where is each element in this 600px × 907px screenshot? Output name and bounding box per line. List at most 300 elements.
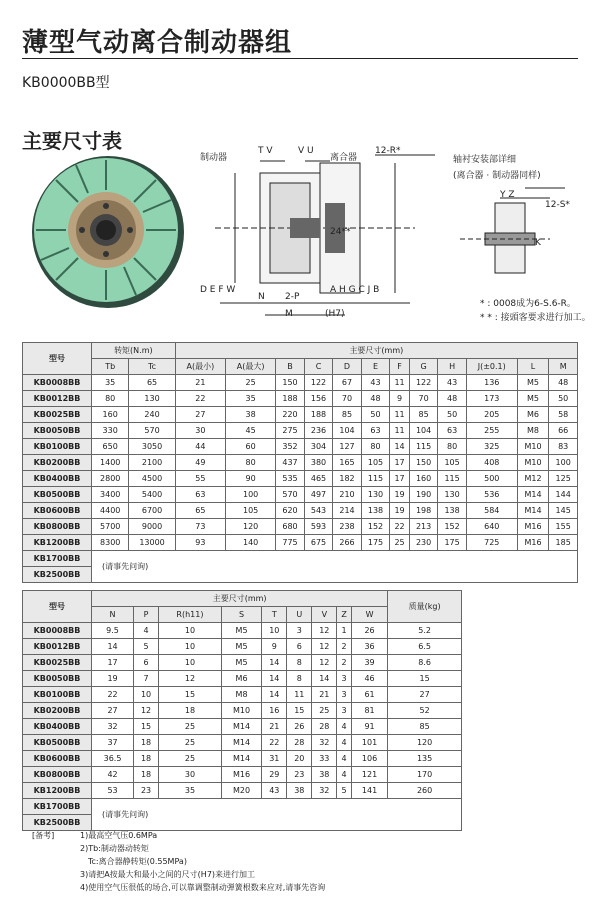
h7-label: (H7) <box>325 309 345 319</box>
value-cell: 38 <box>225 407 275 423</box>
value-cell: 80 <box>92 391 129 407</box>
remark-item: 2)Tb:制动器动转矩 <box>80 844 149 853</box>
value-cell: 3 <box>337 687 352 703</box>
value-cell: 14 <box>312 671 337 687</box>
value-cell: 570 <box>129 423 175 439</box>
value-cell: 140 <box>225 535 275 551</box>
value-cell: 1 <box>337 623 352 639</box>
value-cell: 80 <box>225 455 275 471</box>
value-cell: 43 <box>262 783 287 799</box>
table-row <box>23 407 578 423</box>
model-header: 型号 <box>23 343 92 375</box>
model-cell: KB0600BB <box>23 751 92 767</box>
value-cell: 122 <box>409 375 438 391</box>
value-cell: 104 <box>333 423 362 439</box>
value-cell: M14 <box>517 487 549 503</box>
column-header: E <box>361 359 390 375</box>
column-header: S <box>221 607 261 623</box>
value-cell: 115 <box>409 439 438 455</box>
inset-subtitle: (离合器 · 制动器同样) <box>453 171 541 181</box>
cross-section-drawing <box>195 143 440 323</box>
value-cell: 17 <box>390 455 410 471</box>
value-cell: 144 <box>549 487 578 503</box>
value-cell: 7 <box>134 671 159 687</box>
table-row <box>23 751 462 767</box>
model-cell: KB0800BB <box>23 767 92 783</box>
value-cell: 10 <box>159 639 222 655</box>
value-cell: 6 <box>287 639 312 655</box>
table-row <box>23 719 462 735</box>
section-title: 主要尺寸表 <box>22 129 122 153</box>
model-cell: KB1200BB <box>23 783 92 799</box>
top-letters-tv: T V <box>258 146 273 156</box>
value-cell: 122 <box>304 375 333 391</box>
dims-header: 主要尺寸(mm) <box>92 591 388 607</box>
value-cell: 22 <box>390 519 410 535</box>
value-cell: 15 <box>159 687 222 703</box>
value-cell: 27 <box>388 687 462 703</box>
value-cell: 141 <box>351 783 387 799</box>
value-cell: M20 <box>221 783 261 799</box>
value-cell: 46 <box>351 671 387 687</box>
table-row <box>23 671 462 687</box>
value-cell: 680 <box>276 519 305 535</box>
table-row <box>23 687 462 703</box>
value-cell: 5400 <box>129 487 175 503</box>
value-cell: 28 <box>287 735 312 751</box>
m-label: M <box>285 309 293 319</box>
column-header: B <box>276 359 305 375</box>
value-cell: 125 <box>549 471 578 487</box>
value-cell: 19 <box>92 671 134 687</box>
value-cell: 26 <box>351 623 387 639</box>
value-cell: 220 <box>276 407 305 423</box>
value-cell: 63 <box>438 423 467 439</box>
model-cell: KB0012BB <box>23 391 92 407</box>
model-cell: KB0050BB <box>23 423 92 439</box>
title-rule <box>22 58 578 59</box>
value-cell: 25 <box>390 535 410 551</box>
value-cell: 65 <box>175 503 225 519</box>
value-cell: 175 <box>438 535 467 551</box>
value-cell: M10 <box>221 703 261 719</box>
value-cell: 25 <box>312 703 337 719</box>
value-cell: M16 <box>221 767 261 783</box>
value-cell: 266 <box>333 535 362 551</box>
value-cell: 43 <box>438 375 467 391</box>
value-cell: 8 <box>287 671 312 687</box>
value-cell: 18 <box>134 767 159 783</box>
model-cell: KB0500BB <box>23 487 92 503</box>
model-cell: KB0025BB <box>23 407 92 423</box>
value-cell: 83 <box>549 439 578 455</box>
value-cell: 205 <box>466 407 517 423</box>
value-cell: 330 <box>92 423 129 439</box>
value-cell: 465 <box>304 471 333 487</box>
value-cell: 21 <box>312 687 337 703</box>
value-cell: 61 <box>351 687 387 703</box>
value-cell: 650 <box>92 439 129 455</box>
value-cell: 584 <box>466 503 517 519</box>
page-title: 薄型气动离合制动器组 <box>22 28 293 58</box>
value-cell: 255 <box>466 423 517 439</box>
value-cell: 85 <box>409 407 438 423</box>
value-cell: 58 <box>549 407 578 423</box>
column-header: T <box>262 607 287 623</box>
value-cell: 497 <box>304 487 333 503</box>
value-cell: 45 <box>225 423 275 439</box>
column-header: C <box>304 359 333 375</box>
value-cell: 10 <box>134 687 159 703</box>
value-cell: 150 <box>276 375 305 391</box>
value-cell: 500 <box>466 471 517 487</box>
table-row <box>23 735 462 751</box>
value-cell: 49 <box>175 455 225 471</box>
value-cell: 65 <box>129 375 175 391</box>
value-cell: 12 <box>312 655 337 671</box>
value-cell: M8 <box>221 687 261 703</box>
value-cell: 18 <box>134 751 159 767</box>
inquiry-note: (请事先问询) <box>92 799 462 831</box>
value-cell: 135 <box>388 751 462 767</box>
value-cell: 170 <box>388 767 462 783</box>
inset-letters-yz: Y Z <box>500 190 515 200</box>
table-row <box>23 519 578 535</box>
value-cell: 14 <box>262 655 287 671</box>
value-cell: 570 <box>276 487 305 503</box>
model-header: 型号 <box>23 591 92 623</box>
value-cell: 120 <box>225 519 275 535</box>
value-cell: 275 <box>276 423 305 439</box>
value-cell: 3050 <box>129 439 175 455</box>
value-cell: 190 <box>409 487 438 503</box>
value-cell: 9000 <box>129 519 175 535</box>
value-cell: 12 <box>134 703 159 719</box>
value-cell: 675 <box>304 535 333 551</box>
value-cell: 9 <box>262 639 287 655</box>
model-cell: KB0500BB <box>23 735 92 751</box>
remark-item: 3)请把A按最大和最小之间的尺寸(H7)来进行加工 <box>80 870 256 879</box>
value-cell: 535 <box>276 471 305 487</box>
value-cell: 12 <box>312 639 337 655</box>
value-cell: 23 <box>134 783 159 799</box>
table-row <box>23 799 462 815</box>
clutch-label: 离合器 <box>330 153 358 163</box>
value-cell: M8 <box>517 423 549 439</box>
value-cell: 4 <box>337 719 352 735</box>
value-cell: 48 <box>549 375 578 391</box>
value-cell: 48 <box>438 391 467 407</box>
column-header: Tc <box>129 359 175 375</box>
value-cell: 6700 <box>129 503 175 519</box>
value-cell: 17 <box>390 471 410 487</box>
value-cell: 50 <box>549 391 578 407</box>
value-cell: 408 <box>466 455 517 471</box>
remark-item: 1)最高空气压0.6MPa <box>80 831 158 840</box>
value-cell: 238 <box>333 519 362 535</box>
value-cell: 63 <box>361 423 390 439</box>
value-cell: 160 <box>409 471 438 487</box>
value-cell: 725 <box>466 535 517 551</box>
value-cell: 121 <box>351 767 387 783</box>
model-cell: KB0100BB <box>23 687 92 703</box>
value-cell: 42 <box>92 767 134 783</box>
value-cell: 19 <box>390 487 410 503</box>
value-cell: 5700 <box>92 519 129 535</box>
value-cell: 18 <box>134 735 159 751</box>
value-cell: 130 <box>361 487 390 503</box>
value-cell: 31 <box>262 751 287 767</box>
value-cell: M14 <box>221 719 261 735</box>
column-header: F <box>390 359 410 375</box>
column-header: R(h11) <box>159 607 222 623</box>
value-cell: M14 <box>221 735 261 751</box>
dims-header: 主要尺寸(mm) <box>175 343 577 359</box>
value-cell: 25 <box>159 735 222 751</box>
model-cell: KB0400BB <box>23 471 92 487</box>
remark-item: Tc:离合器静转矩(0.55MPa) <box>88 857 187 866</box>
value-cell: M5 <box>517 391 549 407</box>
column-header: A(最小) <box>175 359 225 375</box>
value-cell: M14 <box>517 503 549 519</box>
value-cell: 2 <box>337 639 352 655</box>
value-cell: 50 <box>438 407 467 423</box>
top-letters-vu: V U <box>298 146 314 156</box>
value-cell: 145 <box>549 503 578 519</box>
value-cell: 23 <box>287 767 312 783</box>
product-photo <box>26 150 186 310</box>
value-cell: 640 <box>466 519 517 535</box>
value-cell: 19 <box>390 503 410 519</box>
value-cell: 26 <box>287 719 312 735</box>
value-cell: 175 <box>361 535 390 551</box>
value-cell: 80 <box>361 439 390 455</box>
value-cell: 37 <box>92 735 134 751</box>
value-cell: 198 <box>409 503 438 519</box>
table-row <box>23 423 578 439</box>
value-cell: 3 <box>287 623 312 639</box>
value-cell: 136 <box>466 375 517 391</box>
column-header: A(最大) <box>225 359 275 375</box>
value-cell: 3 <box>337 671 352 687</box>
value-cell: 11 <box>287 687 312 703</box>
value-cell: 536 <box>466 487 517 503</box>
mass-header: 质量(kg) <box>388 591 462 623</box>
value-cell: 115 <box>361 471 390 487</box>
value-cell: 152 <box>438 519 467 535</box>
value-cell: M12 <box>517 471 549 487</box>
table-row <box>23 639 462 655</box>
model-cell: KB1700BB <box>23 551 92 567</box>
value-cell: 35 <box>159 783 222 799</box>
value-cell: 90 <box>225 471 275 487</box>
value-cell: 4 <box>337 735 352 751</box>
value-cell: 100 <box>549 455 578 471</box>
value-cell: 38 <box>287 783 312 799</box>
value-cell: 16 <box>262 703 287 719</box>
value-cell: 12 <box>312 623 337 639</box>
value-cell: 138 <box>361 503 390 519</box>
value-cell: 3400 <box>92 487 129 503</box>
value-cell: 5.2 <box>388 623 462 639</box>
column-header: D <box>333 359 362 375</box>
value-cell: 120 <box>388 735 462 751</box>
column-header: Tb <box>92 359 129 375</box>
value-cell: 30 <box>159 767 222 783</box>
value-cell: 25 <box>159 719 222 735</box>
k-label: K <box>535 238 541 248</box>
remarks <box>32 829 326 894</box>
value-cell: 127 <box>333 439 362 455</box>
value-cell: M5 <box>221 639 261 655</box>
p-label: 2-P <box>285 292 300 302</box>
model-cell: KB2500BB <box>23 567 92 583</box>
value-cell: 2800 <box>92 471 129 487</box>
r-label: 12-R* <box>375 146 401 156</box>
model-cell: KB0100BB <box>23 439 92 455</box>
value-cell: 35 <box>92 375 129 391</box>
value-cell: 12 <box>159 671 222 687</box>
value-cell: 230 <box>409 535 438 551</box>
value-cell: 15 <box>388 671 462 687</box>
value-cell: 105 <box>225 503 275 519</box>
value-cell: 11 <box>390 375 410 391</box>
value-cell: 14 <box>390 439 410 455</box>
value-cell: 93 <box>175 535 225 551</box>
value-cell: M10 <box>517 455 549 471</box>
value-cell: 14 <box>262 687 287 703</box>
value-cell: 13000 <box>129 535 175 551</box>
value-cell: 70 <box>409 391 438 407</box>
value-cell: 52 <box>388 703 462 719</box>
s-label: 12-S* <box>545 200 570 210</box>
model-cell: KB0008BB <box>23 623 92 639</box>
value-cell: 240 <box>129 407 175 423</box>
column-header: G <box>409 359 438 375</box>
value-cell: M10 <box>517 439 549 455</box>
column-header: N <box>92 607 134 623</box>
value-cell: 437 <box>276 455 305 471</box>
value-cell: 593 <box>304 519 333 535</box>
value-cell: 150 <box>409 455 438 471</box>
value-cell: 5 <box>337 783 352 799</box>
model-cell: KB0025BB <box>23 655 92 671</box>
value-cell: 36 <box>351 639 387 655</box>
value-cell: 165 <box>333 455 362 471</box>
value-cell: 304 <box>304 439 333 455</box>
model-series: KB0000BB型 <box>22 75 110 91</box>
value-cell: 32 <box>92 719 134 735</box>
value-cell: 85 <box>333 407 362 423</box>
column-header: Z <box>337 607 352 623</box>
value-cell: 380 <box>304 455 333 471</box>
value-cell: 33 <box>312 751 337 767</box>
n-label: N <box>258 292 265 302</box>
column-header: M <box>549 359 578 375</box>
value-cell: 5 <box>134 639 159 655</box>
value-cell: 80 <box>438 439 467 455</box>
value-cell: 1400 <box>92 455 129 471</box>
value-cell: 11 <box>390 423 410 439</box>
table-row <box>23 655 462 671</box>
value-cell: 130 <box>438 487 467 503</box>
value-cell: 4 <box>337 751 352 767</box>
value-cell: 15 <box>287 703 312 719</box>
bottom-letters-right: A H G C J B <box>330 285 380 295</box>
value-cell: 53 <box>92 783 134 799</box>
value-cell: M5 <box>221 623 261 639</box>
value-cell: 152 <box>361 519 390 535</box>
table-row <box>23 783 462 799</box>
value-cell: 44 <box>175 439 225 455</box>
column-header: P <box>134 607 159 623</box>
value-cell: 55 <box>175 471 225 487</box>
value-cell: 10 <box>262 623 287 639</box>
value-cell: M5 <box>221 655 261 671</box>
value-cell: 36.5 <box>92 751 134 767</box>
dimensions-table-2 <box>22 590 462 831</box>
dimensions-table-1 <box>22 342 578 583</box>
inset-title: 轴衬安装部详细 <box>453 155 517 165</box>
torque-header: 转矩(N.m) <box>92 343 176 359</box>
value-cell: 66 <box>549 423 578 439</box>
column-header: J(±0.1) <box>466 359 517 375</box>
value-cell: 25 <box>225 375 275 391</box>
value-cell: M6 <box>221 671 261 687</box>
value-cell: 2 <box>337 655 352 671</box>
dim-24-label: 24** <box>330 227 351 237</box>
value-cell: 70 <box>333 391 362 407</box>
table-row <box>23 767 462 783</box>
value-cell: 27 <box>175 407 225 423</box>
value-cell: 130 <box>129 391 175 407</box>
value-cell: 85 <box>388 719 462 735</box>
value-cell: 155 <box>549 519 578 535</box>
value-cell: 185 <box>549 535 578 551</box>
value-cell: M16 <box>517 535 549 551</box>
value-cell: 60 <box>225 439 275 455</box>
value-cell: 50 <box>361 407 390 423</box>
value-cell: 38 <box>312 767 337 783</box>
value-cell: 25 <box>159 751 222 767</box>
value-cell: 214 <box>333 503 362 519</box>
value-cell: M14 <box>221 751 261 767</box>
value-cell: 775 <box>276 535 305 551</box>
value-cell: 22 <box>175 391 225 407</box>
value-cell: 73 <box>175 519 225 535</box>
value-cell: 100 <box>225 487 275 503</box>
value-cell: 32 <box>312 783 337 799</box>
table-row <box>23 455 578 471</box>
value-cell: 105 <box>438 455 467 471</box>
table-row <box>23 535 578 551</box>
value-cell: 14 <box>262 671 287 687</box>
model-cell: KB0008BB <box>23 375 92 391</box>
value-cell: 48 <box>361 391 390 407</box>
value-cell: 35 <box>225 391 275 407</box>
table-row <box>23 391 578 407</box>
table-row <box>23 375 578 391</box>
model-cell: KB0050BB <box>23 671 92 687</box>
value-cell: 115 <box>438 471 467 487</box>
value-cell: 81 <box>351 703 387 719</box>
value-cell: 173 <box>466 391 517 407</box>
value-cell: 28 <box>312 719 337 735</box>
value-cell: 22 <box>262 735 287 751</box>
remarks-label: [备考] <box>32 831 55 840</box>
table-row <box>23 551 578 567</box>
model-cell: KB0600BB <box>23 503 92 519</box>
